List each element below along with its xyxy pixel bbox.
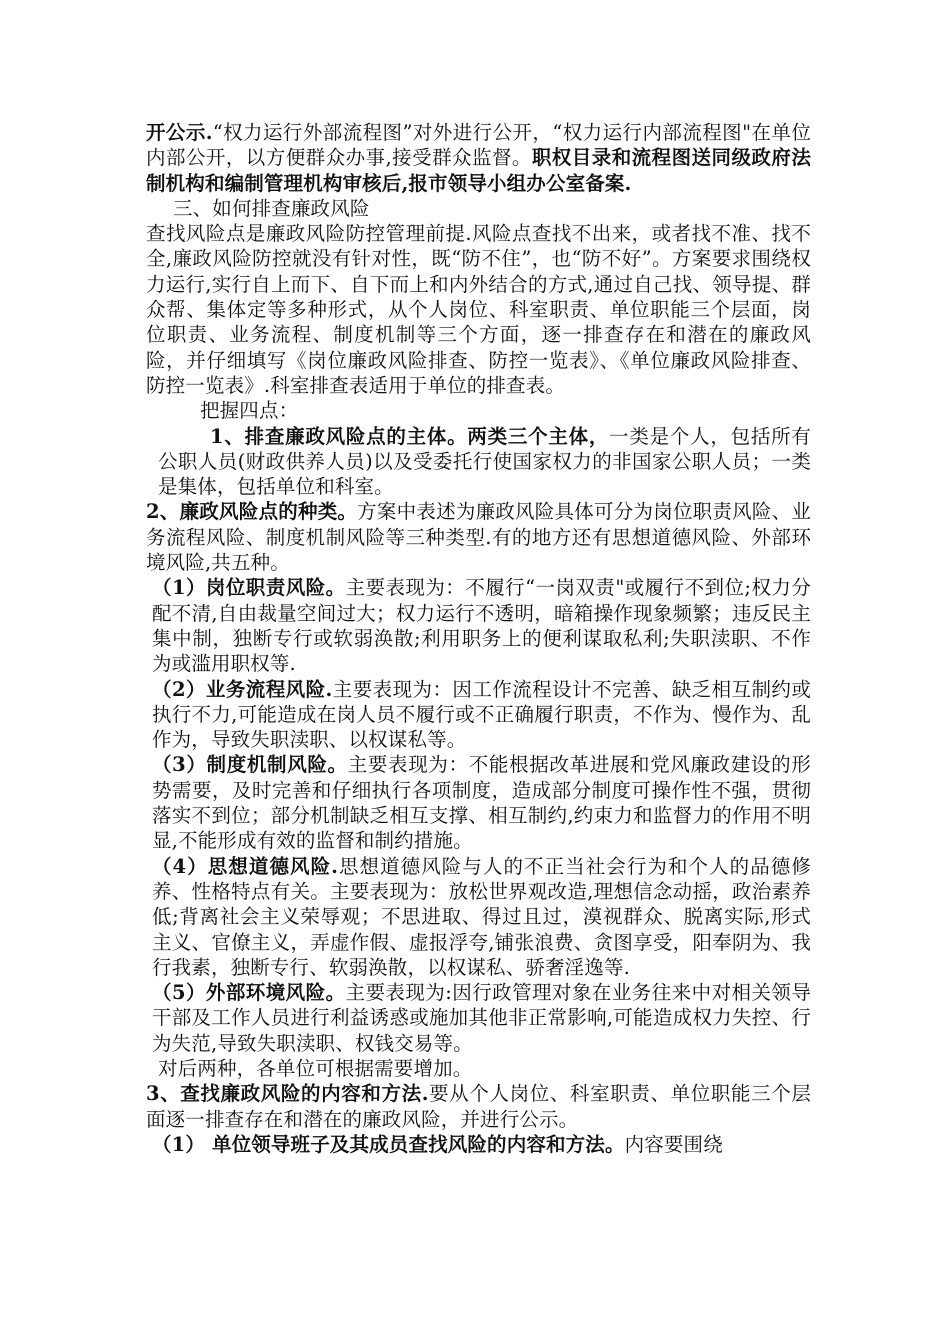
paragraph-publicity xyxy=(146,120,811,196)
bold-phrase: （2）业务流程风险. xyxy=(152,677,333,701)
bold-phrase: （5）外部环境风险。 xyxy=(152,981,346,1005)
body-text: 一类是个人，包括所有公职人员(财政供养人员)以及受委托行使国家权力的非国家公职人员；一类是集体，包括单位和科室。 xyxy=(158,424,811,499)
paragraph-note: 对后两种，各单位可根据需要增加。 xyxy=(158,1056,473,1080)
bold-phrase: 2、廉政风险点的种类。 xyxy=(146,500,358,524)
body-text: “权力运行外部流程图”对外进行公开，“权力运行内部流程图"在单位内部公开，以方便群众办事,接受群众监督。 xyxy=(146,121,812,170)
paragraph-content-method xyxy=(146,1081,811,1132)
body-text: 方案中表述为廉政风险具体可分为岗位职责风险、业务流程风险、制度机制风险等三种类型.有的地方还有思想道德风险、外部环境风险,共五种。 xyxy=(146,500,812,575)
body-text: 内容要围绕 xyxy=(624,1132,723,1156)
paragraph-risk-finding: 查找风险点是廉政风险防控管理前提.风险点查找不出来，或者找不准、找不全,廉政风险防控就没有针对性，既“防不住”，也“防不好”。方案要求围绕权力运行,实行自上而下、自下而上和内外结合的方式,通过自己找、领导提、群众帮、集体定等多种形式，从个人岗位、科室职责、单位职能三个层面，岗位职责、业务流程、制度机制等三个方面，逐一排查存在和潜在的廉政风险，并仔细填写《岗位廉政风险排查、防控一览表》、《单位廉政风险排查、防控一览表》.科室排查表适用于单位的排查表。 xyxy=(146,222,811,397)
section-heading: 三、如何排查廉政风险 xyxy=(173,196,370,220)
bold-phrase: （3）制度机制风险。 xyxy=(152,753,348,777)
bold-phrase: 1、排查廉政风险点的主体。两类三个主体， xyxy=(210,424,610,448)
paragraph-leadership-method xyxy=(146,1132,811,1157)
paragraph-risk-types xyxy=(146,499,811,575)
bold-phrase: 3、查找廉政风险的内容和方法. xyxy=(146,1082,429,1106)
body-text: 主要表现为:因行政管理对象在业务往来中对相关领导干部及工作人员进行利益诱惑或施加其他非正常影响,可能造成权力失控、行为失范,导致失职渎职、权钱交易等。 xyxy=(152,981,811,1055)
bold-phrase: 职权目录和流程图送同级政府法制机构和编制管理机构审核后,报市领导小组办公室备案. xyxy=(146,146,811,195)
paragraph-external-risk xyxy=(146,980,811,1056)
paragraph-four-points: 把握四点： xyxy=(200,399,299,423)
bold-phrase: （1）岗位职责风险。 xyxy=(152,576,346,600)
paragraph-institution-risk xyxy=(146,752,811,853)
paragraph-moral-risk xyxy=(146,854,811,980)
bold-phrase: （1） 单位领导班子及其成员查找风险的内容和方法。 xyxy=(152,1132,625,1156)
body-text: 主要表现为：不能根据改革进展和党风廉政建设的形势需要，及时完善和仔细执行各项制度，造成部分制度可操作性不强，贯彻落实不到位；部分机制缺乏相互支撑、相互制约,约束力和监督力的作用不明显,不能形成有效的监督和制约措施。 xyxy=(152,753,811,853)
body-text: 主要表现为：因工作流程设计不完善、缺乏相互制约或执行不力,可能造成在岗人员不履行或不正确履行职责，不作为、慢作为、乱作为，导致失职渎职、以权谋私等。 xyxy=(152,677,812,752)
paragraph-subjects xyxy=(146,424,811,500)
body-text: 要从个人岗位、科室职责、单位职能三个层面逐一排查存在和潜在的廉政风险，并进行公示。 xyxy=(146,1082,811,1131)
document-page xyxy=(146,120,811,1157)
bold-phrase: （4）思想道德风险. xyxy=(152,854,339,878)
body-text: 主要表现为：不履行“一岗双责"或履行不到位;权力分配不清,自由裁量空间过大；权力运行不透明，暗箱操作现象频繁；违反民主集中制，独断专行或软弱涣散;利用职务上的便利谋取私利;失职渎职、不作为或滥用职权等. xyxy=(152,576,811,676)
paragraph-post-duty-risk xyxy=(146,575,811,676)
body-text: 思想道德风险与人的不正当社会行为和个人的品德修养、性格特点有关。主要表现为：放松世界观改造,理想信念动摇，政治素养低;背离社会主义荣辱观；不思进取、得过且过，漠视群众、脱离实际,形式主义、官僚主义，弄虚作假、虚报浮夸,铺张浪费、贪图享受，阳奉阴为、我行我素，独断专行、软弱涣散，以权谋私、骄奢淫逸等. xyxy=(152,854,812,979)
paragraph-process-risk xyxy=(146,677,811,753)
bold-phrase: 开公示. xyxy=(146,121,213,144)
